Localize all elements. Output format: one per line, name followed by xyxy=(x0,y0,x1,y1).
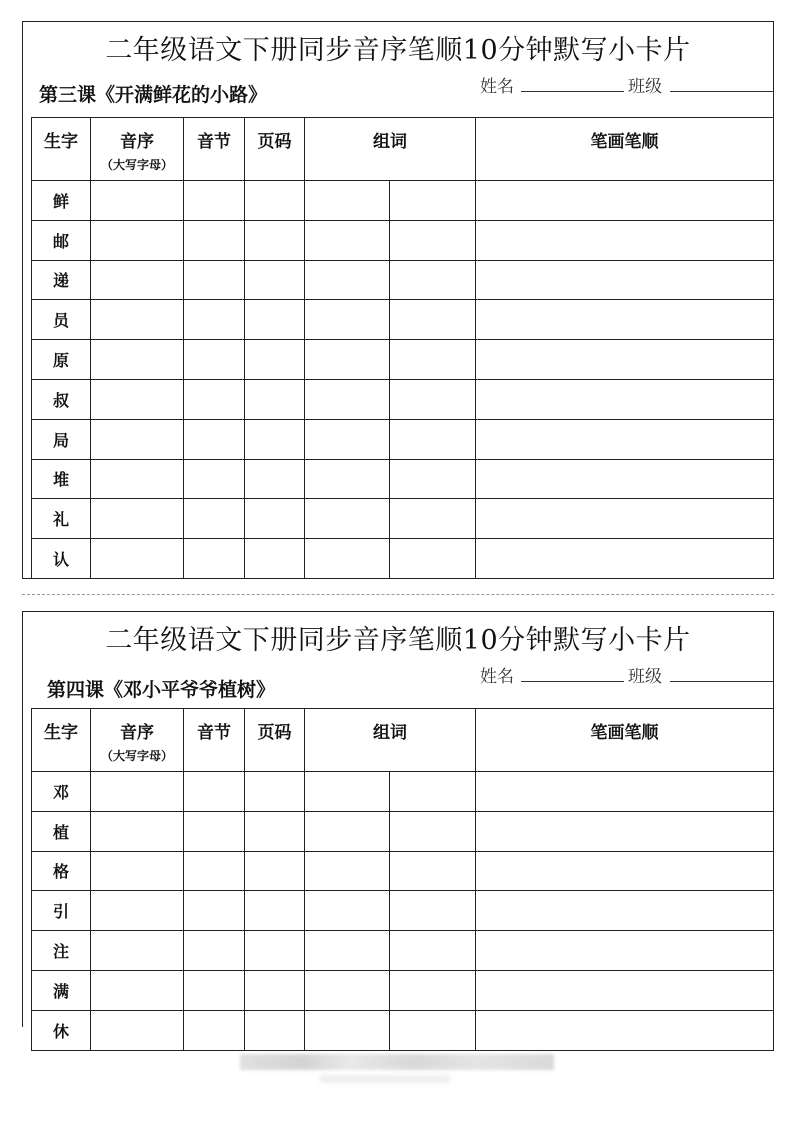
dictation-table xyxy=(31,708,774,1051)
syllable-cell[interactable] xyxy=(184,811,245,851)
page-cell[interactable] xyxy=(245,459,305,499)
page-cell[interactable] xyxy=(245,181,305,221)
blurred-watermark xyxy=(240,1054,554,1070)
lesson-title: 第四课《邓小平爷爷植树》 xyxy=(47,679,276,701)
word-cell-2[interactable] xyxy=(390,851,476,891)
character-cell: 递 xyxy=(32,260,91,300)
page-cell[interactable] xyxy=(245,419,305,459)
table-row xyxy=(32,340,774,380)
word-cell-2[interactable] xyxy=(390,220,476,260)
word-cell-2[interactable] xyxy=(390,970,476,1010)
header-words: 组词 xyxy=(305,118,476,181)
word-cell-2[interactable] xyxy=(390,891,476,931)
class-blank[interactable] xyxy=(670,91,773,92)
syllable-cell[interactable] xyxy=(184,379,245,419)
syllable-cell[interactable] xyxy=(184,772,245,812)
class-blank[interactable] xyxy=(670,681,773,682)
word-cell-2[interactable] xyxy=(390,459,476,499)
header-strokes: 笔画笔顺 xyxy=(476,118,774,181)
syllable-cell[interactable] xyxy=(184,419,245,459)
table-row xyxy=(32,181,774,221)
page-cell[interactable] xyxy=(245,260,305,300)
word-cell-2[interactable] xyxy=(390,931,476,971)
syllable-cell[interactable] xyxy=(184,260,245,300)
header-row xyxy=(32,118,774,181)
table-row xyxy=(32,220,774,260)
header-strokes: 笔画笔顺 xyxy=(476,709,774,772)
word-cell-2[interactable] xyxy=(390,1010,476,1050)
table-row xyxy=(32,300,774,340)
table-row xyxy=(32,772,774,812)
header-syllable: 音节 xyxy=(184,709,245,772)
strokes-cell[interactable] xyxy=(476,499,774,539)
word-cell-1[interactable] xyxy=(305,459,390,499)
pinyin-order-cell[interactable] xyxy=(91,260,184,300)
name-class-fields xyxy=(480,662,773,687)
page-cell[interactable] xyxy=(245,891,305,931)
table-row xyxy=(32,1010,774,1050)
page-cell[interactable] xyxy=(245,379,305,419)
page-cell[interactable] xyxy=(245,539,305,579)
table-row xyxy=(32,811,774,851)
syllable-cell[interactable] xyxy=(184,300,245,340)
page-cell[interactable] xyxy=(245,220,305,260)
table-row xyxy=(32,931,774,971)
page-cell[interactable] xyxy=(245,931,305,971)
strokes-cell[interactable] xyxy=(476,220,774,260)
character-cell: 植 xyxy=(32,811,91,851)
name-blank[interactable] xyxy=(521,91,624,92)
pinyin-order-cell[interactable] xyxy=(91,539,184,579)
header-syllable: 音节 xyxy=(184,118,245,181)
table-row xyxy=(32,970,774,1010)
header-pinyin-order xyxy=(91,118,184,181)
table-row xyxy=(32,379,774,419)
strokes-cell[interactable] xyxy=(476,419,774,459)
word-cell-2[interactable] xyxy=(390,379,476,419)
word-cell-1[interactable] xyxy=(305,1010,390,1050)
pinyin-order-cell[interactable] xyxy=(91,419,184,459)
pinyin-order-cell[interactable] xyxy=(91,891,184,931)
dictation-card-2 xyxy=(22,611,774,1041)
character-cell: 邓 xyxy=(32,772,91,812)
word-cell-2[interactable] xyxy=(390,772,476,812)
pinyin-order-cell[interactable] xyxy=(91,811,184,851)
word-cell-2[interactable] xyxy=(390,499,476,539)
name-class-fields xyxy=(480,72,773,97)
strokes-cell[interactable] xyxy=(476,340,774,380)
table-row xyxy=(32,539,774,579)
syllable-cell[interactable] xyxy=(184,931,245,971)
syllable-cell[interactable] xyxy=(184,1010,245,1050)
syllable-cell[interactable] xyxy=(184,459,245,499)
pinyin-order-cell[interactable] xyxy=(91,220,184,260)
header-pinyin-order-sub: （大写字母） xyxy=(100,749,173,763)
character-cell: 休 xyxy=(32,1010,91,1050)
word-cell-2[interactable] xyxy=(390,539,476,579)
page-cell[interactable] xyxy=(245,300,305,340)
class-label: 班级 xyxy=(628,77,662,97)
pinyin-order-cell[interactable] xyxy=(91,772,184,812)
header-pinyin-order-sub: （大写字母） xyxy=(100,158,173,172)
character-cell: 格 xyxy=(32,851,91,891)
page-cell[interactable] xyxy=(245,811,305,851)
pinyin-order-cell[interactable] xyxy=(91,340,184,380)
word-cell-1[interactable] xyxy=(305,970,390,1010)
blurred-watermark-sub xyxy=(320,1075,450,1083)
page-cell[interactable] xyxy=(245,970,305,1010)
table-row xyxy=(32,419,774,459)
header-char: 生字 xyxy=(32,709,91,772)
table-row xyxy=(32,851,774,891)
pinyin-order-cell[interactable] xyxy=(91,851,184,891)
word-cell-1[interactable] xyxy=(305,300,390,340)
word-cell-2[interactable] xyxy=(390,811,476,851)
card-divider xyxy=(22,594,774,595)
character-cell: 礼 xyxy=(32,499,91,539)
page-cell[interactable] xyxy=(245,772,305,812)
strokes-cell[interactable] xyxy=(476,181,774,221)
character-cell: 堆 xyxy=(32,459,91,499)
syllable-cell[interactable] xyxy=(184,340,245,380)
header-page: 页码 xyxy=(245,118,305,181)
word-cell-1[interactable] xyxy=(305,539,390,579)
strokes-cell[interactable] xyxy=(476,891,774,931)
strokes-cell[interactable] xyxy=(476,379,774,419)
character-cell: 原 xyxy=(32,340,91,380)
word-cell-2[interactable] xyxy=(390,419,476,459)
pinyin-order-cell[interactable] xyxy=(91,970,184,1010)
card-title: 二年级语文下册同步音序笔顺10分钟默写小卡片 xyxy=(105,625,691,656)
word-cell-1[interactable] xyxy=(305,811,390,851)
name-blank[interactable] xyxy=(521,681,624,682)
character-cell: 叔 xyxy=(32,379,91,419)
header-pinyin-order-label: 音序 xyxy=(120,723,154,743)
header-row xyxy=(32,709,774,772)
pinyin-order-cell[interactable] xyxy=(91,499,184,539)
name-label: 姓名 xyxy=(480,667,514,687)
strokes-cell[interactable] xyxy=(476,1010,774,1050)
character-cell: 鲜 xyxy=(32,181,91,221)
strokes-cell[interactable] xyxy=(476,459,774,499)
character-cell: 认 xyxy=(32,539,91,579)
word-cell-1[interactable] xyxy=(305,891,390,931)
header-words: 组词 xyxy=(305,709,476,772)
strokes-cell[interactable] xyxy=(476,260,774,300)
word-cell-1[interactable] xyxy=(305,181,390,221)
dictation-card-1 xyxy=(22,21,774,579)
page-cell[interactable] xyxy=(245,851,305,891)
word-cell-1[interactable] xyxy=(305,772,390,812)
syllable-cell[interactable] xyxy=(184,539,245,579)
header-page: 页码 xyxy=(245,709,305,772)
pinyin-order-cell[interactable] xyxy=(91,379,184,419)
character-cell: 局 xyxy=(32,419,91,459)
page-cell[interactable] xyxy=(245,340,305,380)
card-title: 二年级语文下册同步音序笔顺10分钟默写小卡片 xyxy=(105,35,691,66)
lesson-title: 第三课《开满鲜花的小路》 xyxy=(39,84,268,106)
pinyin-order-cell[interactable] xyxy=(91,931,184,971)
character-cell: 员 xyxy=(32,300,91,340)
table-row xyxy=(32,891,774,931)
word-cell-1[interactable] xyxy=(305,499,390,539)
word-cell-2[interactable] xyxy=(390,300,476,340)
class-label: 班级 xyxy=(628,667,662,687)
word-cell-1[interactable] xyxy=(305,340,390,380)
strokes-cell[interactable] xyxy=(476,772,774,812)
word-cell-1[interactable] xyxy=(305,260,390,300)
word-cell-1[interactable] xyxy=(305,379,390,419)
pinyin-order-cell[interactable] xyxy=(91,459,184,499)
header-pinyin-order-label: 音序 xyxy=(120,132,154,152)
strokes-cell[interactable] xyxy=(476,931,774,971)
word-cell-2[interactable] xyxy=(390,181,476,221)
pinyin-order-cell[interactable] xyxy=(91,300,184,340)
pinyin-order-cell[interactable] xyxy=(91,181,184,221)
word-cell-1[interactable] xyxy=(305,931,390,971)
syllable-cell[interactable] xyxy=(184,181,245,221)
word-cell-1[interactable] xyxy=(305,419,390,459)
character-cell: 满 xyxy=(32,970,91,1010)
table-row xyxy=(32,260,774,300)
pinyin-order-cell[interactable] xyxy=(91,1010,184,1050)
strokes-cell[interactable] xyxy=(476,300,774,340)
syllable-cell[interactable] xyxy=(184,970,245,1010)
dictation-table xyxy=(31,117,774,579)
word-cell-2[interactable] xyxy=(390,340,476,380)
table-row xyxy=(32,499,774,539)
word-cell-1[interactable] xyxy=(305,220,390,260)
strokes-cell[interactable] xyxy=(476,539,774,579)
character-cell: 引 xyxy=(32,891,91,931)
character-cell: 邮 xyxy=(32,220,91,260)
strokes-cell[interactable] xyxy=(476,970,774,1010)
page-cell[interactable] xyxy=(245,499,305,539)
name-label: 姓名 xyxy=(480,77,514,97)
character-cell: 注 xyxy=(32,931,91,971)
strokes-cell[interactable] xyxy=(476,811,774,851)
strokes-cell[interactable] xyxy=(476,851,774,891)
word-cell-1[interactable] xyxy=(305,851,390,891)
header-char: 生字 xyxy=(32,118,91,181)
syllable-cell[interactable] xyxy=(184,891,245,931)
syllable-cell[interactable] xyxy=(184,499,245,539)
table-row xyxy=(32,459,774,499)
word-cell-2[interactable] xyxy=(390,260,476,300)
header-pinyin-order xyxy=(91,709,184,772)
syllable-cell[interactable] xyxy=(184,851,245,891)
page-cell[interactable] xyxy=(245,1010,305,1050)
syllable-cell[interactable] xyxy=(184,220,245,260)
